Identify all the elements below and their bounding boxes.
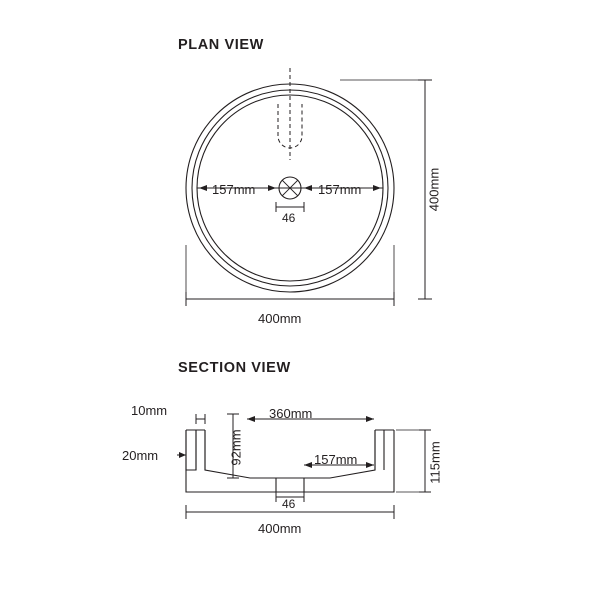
section-bowl-depth-label: 92mm	[228, 429, 244, 466]
section-bottom-dimension-label: 400mm	[258, 521, 302, 536]
plan-bottom-dimension-label: 400mm	[258, 311, 302, 326]
section-rim-thickness-label: 10mm	[131, 403, 168, 418]
section-rim-thickness-dimension	[196, 414, 205, 424]
plan-view-title: PLAN VIEW	[178, 37, 264, 53]
section-inner-width-label: 360mm	[269, 406, 313, 421]
section-view-title: SECTION VIEW	[178, 360, 291, 376]
section-rim-drop-dimension	[177, 452, 186, 458]
plan-waste-label: 46	[282, 211, 296, 225]
section-rim-drop-label: 20mm	[122, 448, 159, 463]
section-height-dimension	[396, 430, 431, 492]
section-waste-label: 46	[282, 497, 296, 511]
section-half-width-label: 157mm	[314, 452, 358, 467]
plan-right-dimension-label: 400mm	[426, 167, 442, 212]
plan-right-radius-label: 157mm	[318, 182, 362, 197]
plan-left-radius-label: 157mm	[212, 182, 256, 197]
section-height-label: 115mm	[427, 441, 443, 484]
